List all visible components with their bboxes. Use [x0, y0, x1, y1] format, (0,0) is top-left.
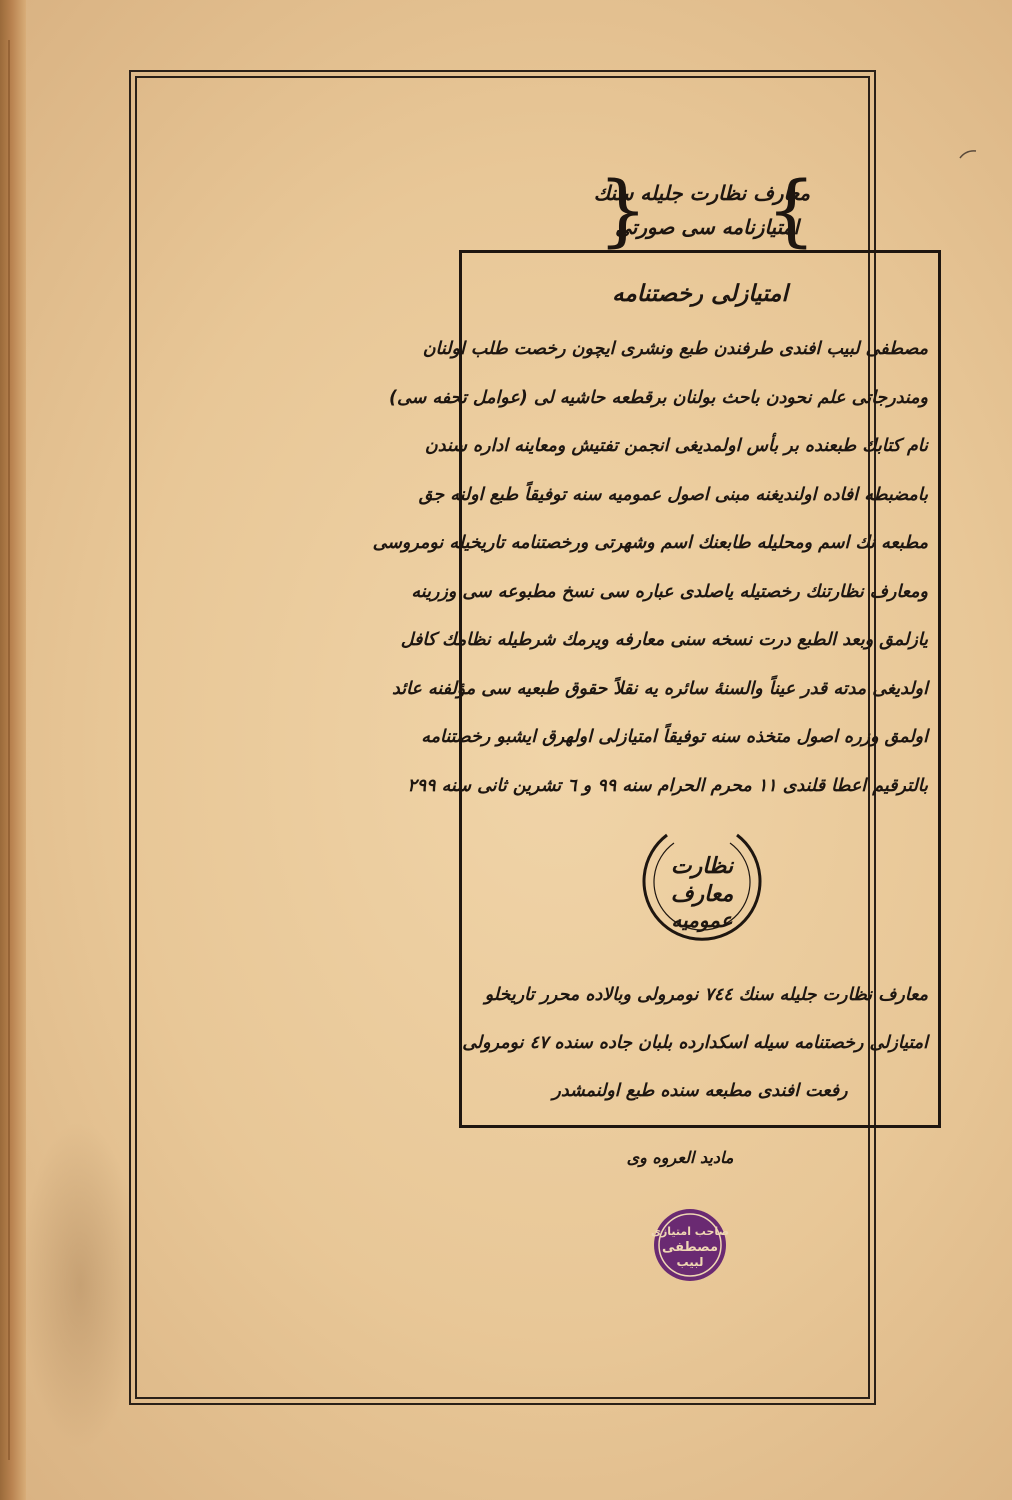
- header-line-2: امتیازنامه سی صورتی: [615, 215, 799, 239]
- footer-line: رفعت افندی مطبعه سنده طبع اولنمشدر: [552, 1081, 848, 1101]
- footer-line: معارف نظارت جلیله سنك ٧٤٤ نومرولی وبالاده محرر تاریخلو: [484, 985, 928, 1005]
- text-line: ومعارف نظارتنك رخصتیله یاصلدی عباره سی نسخ مطبوعه سی وزرینه: [411, 581, 928, 602]
- license-text: [372, 325, 928, 810]
- text-line: نام کتابك طبعنده بر بأس اولمدیغی انجمن تفتیش ومعاینه اداره سندن: [424, 436, 928, 456]
- stamp-icon: [650, 1205, 730, 1285]
- svg-text:معارف: معارف: [670, 882, 734, 907]
- license-box: [372, 250, 941, 1128]
- seal-icon: [642, 823, 762, 953]
- right-brace-icon: }: [766, 166, 816, 256]
- svg-text:مصطفی: مصطفی: [661, 1240, 719, 1255]
- footer-line: امتیازلی رخصتنامه سیله اسکدارده بلبان جاده سنده ٤٧ نومرولی: [462, 1033, 928, 1053]
- svg-text:لبیب: لبیب: [676, 1255, 704, 1269]
- svg-text:نظارت: نظارت: [670, 854, 734, 879]
- below-note: مادید العروه وی: [626, 1148, 734, 1167]
- svg-text:صاحب امتیازی: صاحب امتیازی: [650, 1225, 730, 1238]
- header-cartouche: [593, 166, 816, 256]
- text-line: یازلمق وبعد الطبع درت نسخه سنی معارفه ویرمك شرطیله نظامك کافل: [400, 630, 928, 650]
- license-footer: [462, 971, 928, 1115]
- license-title: امتیازلی رخصتنامه: [612, 281, 788, 307]
- owner-stamp: [650, 1205, 730, 1285]
- text-line: مطبعه نك اسم ومحلیله طابعنك اسم وشهرتی ورخصتنامه تاریخیله نومروسی: [372, 533, 928, 553]
- text-line: بامضبطه افاده اولندیغنه مبنی اصول عمومیه سنه توفیقاً طبع اولنه جق: [418, 484, 928, 505]
- ministry-seal: [642, 823, 762, 953]
- text-line: مصطفی لبیب افندی طرفندن طبع ونشری ایچون رخصت طلب اولنان: [422, 339, 928, 359]
- spine-fold-line: [8, 40, 10, 1460]
- header-line-1: معارف نظارت جلیله سنك: [593, 181, 810, 205]
- text-line: اولمق وزره اصول متخذه سنه توفیقاً امتیازلی اولهرق ایشبو رخصتنامه: [421, 727, 928, 747]
- text-line: ومندرجاتی علم نحودن باحث بولنان برقطعه حاشیه لی (عوامل تحفه سی): [388, 387, 928, 408]
- paper-stain: [20, 1120, 140, 1450]
- text-line: اولدیغی مدته قدر عیناً والسنهٔ سائره یه نقلاً حقوق طبعیه سی مؤلفنه عائد: [392, 678, 928, 699]
- pencil-mark: [958, 148, 978, 160]
- left-brace-icon: {: [598, 166, 648, 256]
- svg-text:عمومیه: عمومیه: [671, 908, 733, 932]
- text-line: بالترقیم اعطا قلندی ١١ محرم الحرام سنه ٩٩ و ٦ تشرین ثانی سنه ٢٩٩: [407, 775, 928, 796]
